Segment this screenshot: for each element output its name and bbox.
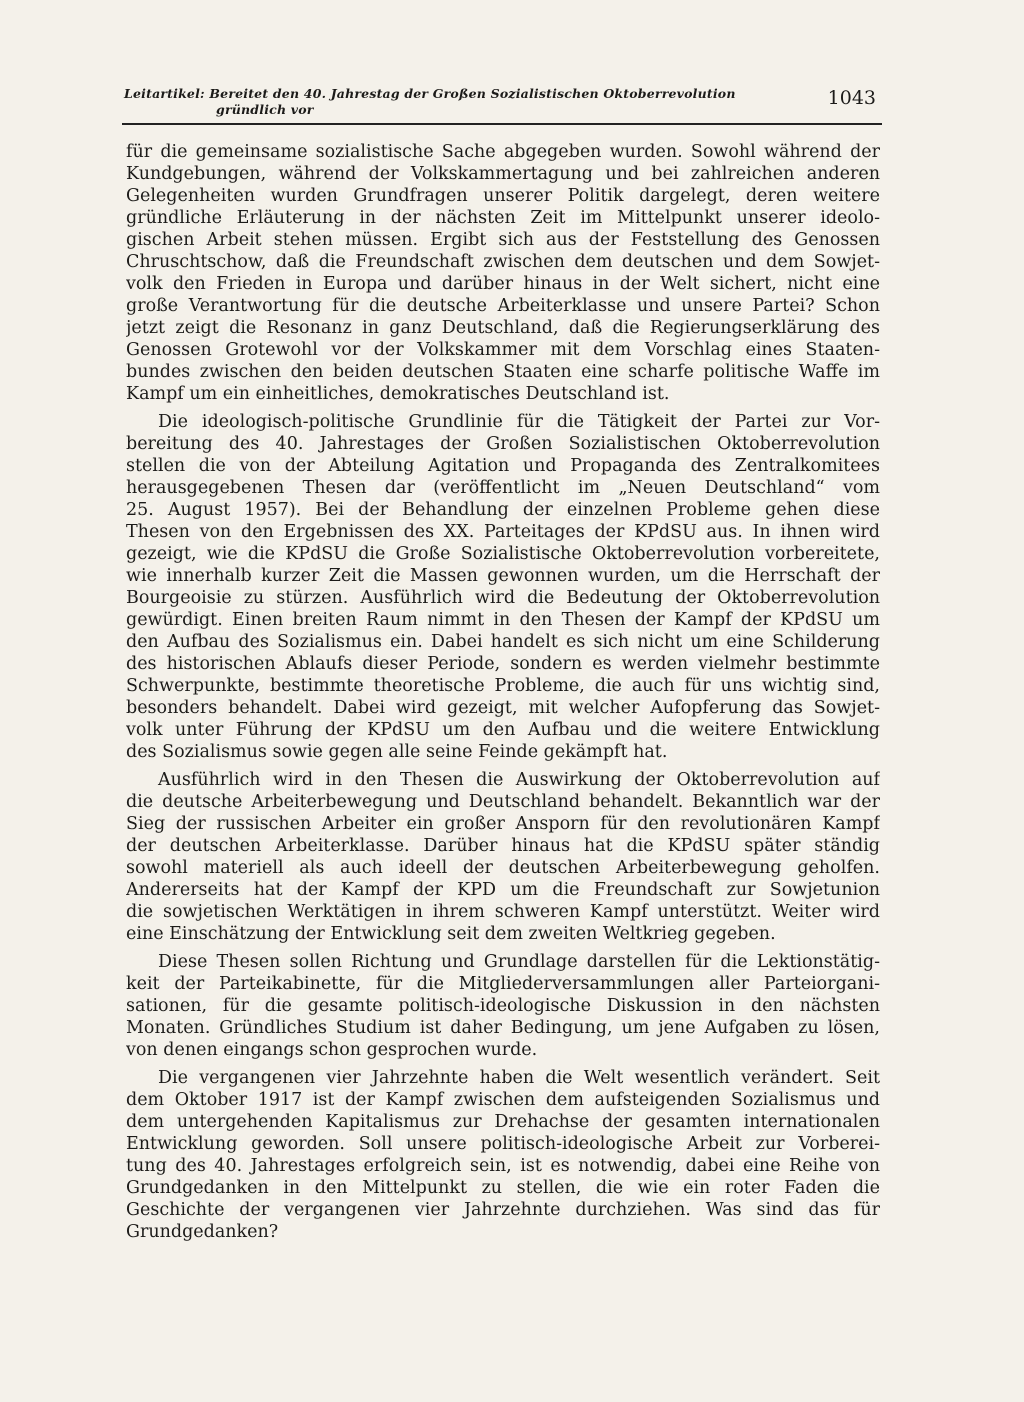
text-line: eine Einschätzung der Entwicklung seit dem zweiten Weltkrieg gegeben. (126, 924, 776, 944)
text-line: Schwerpunkte, bestimmte theoretische Probleme, die auch für uns wichtig sind, (126, 676, 880, 696)
text-line: bundes zwischen den beiden deutschen Staaten eine scharfe politische Waffe im (126, 362, 880, 382)
text-line: dem Oktober 1917 ist der Kampf zwischen dem aufsteigenden Sozialismus und (126, 1090, 880, 1110)
text-line: die deutsche Arbeiterbewegung und Deutschland behandelt. Bekanntlich war der (126, 792, 880, 812)
text-line: Geschichte der vergangenen vier Jahrzehnte durchziehen. Was sind das für (126, 1200, 880, 1220)
page-number: 1043 (827, 87, 876, 109)
text-line: Grundgedanken? (126, 1222, 279, 1242)
text-line: gründliche Erläuterung in der nächsten Zeit im Mittelpunkt unserer ideolo- (126, 208, 880, 228)
text-line: den Aufbau des Sozialismus ein. Dabei handelt es sich nicht um eine Schilderung (126, 632, 880, 652)
text-line: Kundgebungen, während der Volkskammertagung und bei zahlreichen anderen (126, 164, 880, 184)
text-line: Andererseits hat der Kampf der KPD um die Freundschaft zur Sowjetunion (126, 880, 880, 900)
paragraph (126, 951, 880, 1061)
header-divider (122, 123, 882, 125)
text-line: große Verantwortung für die deutsche Arbeiterklasse und unsere Partei? Schon (126, 296, 880, 316)
text-line: Kampf um ein einheitliches, demokratisches Deutschland ist. (126, 384, 670, 404)
text-line: herausgegebenen Thesen dar (veröffentlicht im „Neuen Deutschland“ vom (126, 478, 880, 498)
header-title-line-1: Leitartikel: Bereitet den 40. Jahrestag der Großen Sozialistischen Oktoberrevolution (124, 86, 736, 101)
text-line: Thesen von den Ergebnissen des XX. Parteitages der KPdSU aus. In ihnen wird (126, 522, 880, 542)
paragraph (126, 1067, 880, 1243)
text-line: gewürdigt. Einen breiten Raum nimmt in den Thesen der Kampf der KPdSU um (126, 610, 880, 630)
header-title-line-2: gründlich vor (216, 102, 314, 117)
text-line: Monaten. Gründliches Studium ist daher Bedingung, um jene Aufgaben zu lösen, (126, 1018, 880, 1038)
text-line: der deutschen Arbeiterklasse. Darüber hinaus hat die KPdSU später ständig (126, 836, 880, 856)
text-line: sationen, für die gesamte politisch-ideologische Diskussion in den nächsten (126, 996, 880, 1016)
text-line: besonders behandelt. Dabei wird gezeigt, mit welcher Aufopferung das Sowjet- (126, 698, 880, 718)
text-line: Genossen Grotewohl vor der Volkskammer mit dem Vorschlag eines Staaten- (126, 340, 880, 360)
text-line: die sowjetischen Werktätigen in ihrem schweren Kampf unterstützt. Weiter wird (126, 902, 880, 922)
text-line: gischen Arbeit stehen müssen. Ergibt sich aus der Feststellung des Genossen (126, 230, 880, 250)
text-line: Entwicklung geworden. Soll unsere politisch-ideologische Arbeit zur Vorberei- (126, 1134, 880, 1154)
text-line: jetzt zeigt die Resonanz in ganz Deutschland, daß die Regierungserklärung des (126, 318, 880, 338)
text-line: volk unter Führung der KPdSU um den Aufbau und die weitere Entwicklung (126, 720, 880, 740)
text-line: keit der Parteikabinette, für die Mitgliederversammlungen aller Parteiorgani- (126, 974, 880, 994)
text-line: Grundgedanken in den Mittelpunkt zu stellen, die wie ein roter Faden die (126, 1178, 880, 1198)
text-line: wie innerhalb kurzer Zeit die Massen gewonnen wurden, um die Herrschaft der (126, 566, 880, 586)
text-line: Sieg der russischen Arbeiter ein großer Ansporn für den revolutionären Kampf (126, 814, 880, 834)
paragraph (126, 769, 880, 945)
header-title (124, 86, 804, 118)
text-line: Ausführlich wird in den Thesen die Auswirkung der Oktoberrevolution auf (158, 770, 880, 790)
text-line: des Sozialismus sowie gegen alle seine Feinde gekämpft hat. (126, 742, 668, 762)
text-line: Gelegenheiten wurden Grundfragen unserer Politik dargelegt, deren weitere (126, 186, 880, 206)
text-line: für die gemeinsame sozialistische Sache abgegeben wurden. Sowohl während der (126, 142, 880, 162)
text-line: volk den Frieden in Europa und darüber hinaus in der Welt sichert, nicht eine (126, 274, 880, 294)
text-line: tung des 40. Jahrestages erfolgreich sein, ist es notwendig, dabei eine Reihe von (126, 1156, 880, 1176)
text-line: Bourgeoisie zu stürzen. Ausführlich wird die Bedeutung der Oktoberrevolution (126, 588, 880, 608)
text-line: Diese Thesen sollen Richtung und Grundlage darstellen für die Lektionstätig- (158, 952, 880, 972)
running-header (124, 86, 884, 122)
text-line: sowohl materiell als auch ideell der deutschen Arbeiterbewegung geholfen. (126, 858, 880, 878)
article-body (126, 141, 880, 1249)
text-line: 25. August 1957). Bei der Behandlung der einzelnen Probleme gehen diese (126, 500, 880, 520)
text-line: gezeigt, wie die KPdSU die Große Sozialistische Oktoberrevolution vorbereitete, (126, 544, 880, 564)
text-line: des historischen Ablaufs dieser Periode, sondern es werden vielmehr bestimmte (126, 654, 880, 674)
text-line: bereitung des 40. Jahrestages der Großen Sozialistischen Oktoberrevolution (126, 434, 880, 454)
paragraph (126, 141, 880, 405)
text-line: dem untergehenden Kapitalismus zur Drehachse der gesamten internationalen (126, 1112, 880, 1132)
text-line: von denen eingangs schon gesprochen wurde. (126, 1040, 538, 1060)
paragraph (126, 411, 880, 763)
text-line: Die ideologisch-politische Grundlinie für die Tätigkeit der Partei zur Vor- (158, 412, 880, 432)
text-line: stellen die von der Abteilung Agitation und Propaganda des Zentralkomitees (126, 456, 880, 476)
text-line: Die vergangenen vier Jahrzehnte haben die Welt wesentlich verändert. Seit (158, 1068, 880, 1088)
text-line: Chruschtschow, daß die Freundschaft zwischen dem deutschen und dem Sowjet- (126, 252, 880, 272)
